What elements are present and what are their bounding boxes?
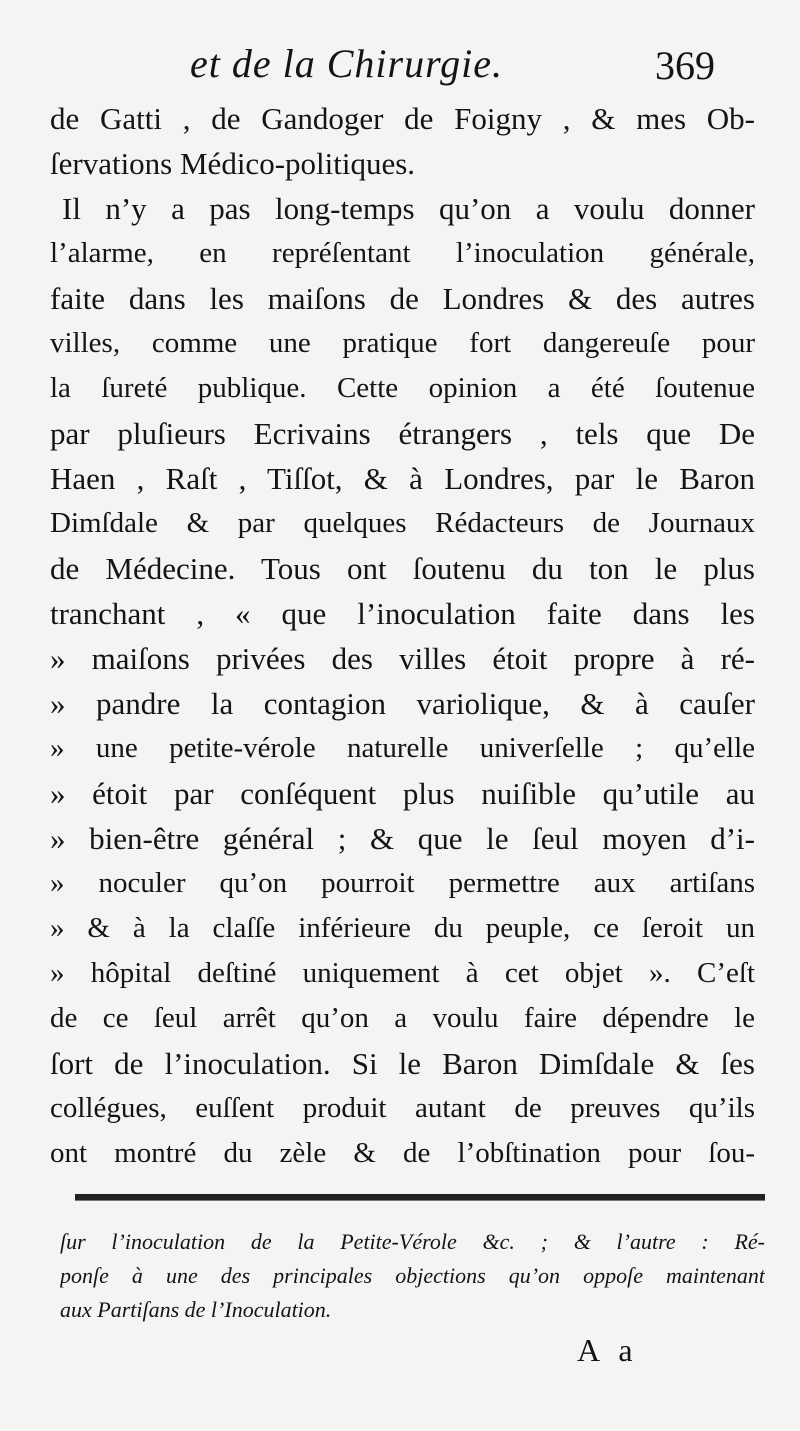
text-line: ont montré du zèle & de l’obſtination pour ſou- xyxy=(50,1137,755,1169)
text-line: de Médecine. Tous ont ſoutenu du ton le plus xyxy=(50,551,755,586)
page-number: 369 xyxy=(655,43,715,88)
text-line: » bien-être général ; & que le ſeul moyen d’i- xyxy=(50,821,755,856)
text-line: faite dans les maiſons de Londres & des autres xyxy=(50,281,755,316)
text-line: la ſureté publique. Cette opinion a été ſoutenue xyxy=(50,372,755,404)
text-line: » étoit par conſéquent plus nuiſible qu’utile au xyxy=(50,776,755,811)
text-line: tranchant , « que l’inoculation faite dans les xyxy=(50,596,755,631)
text-line: » & à la claſſe inférieure du peuple, ce ſeroit un xyxy=(50,912,755,944)
text-line: » pandre la contagion variolique, & à cauſer xyxy=(50,686,755,721)
footnote-line: ſur l’inoculation de la Petite-Vérole &c. ; & l’autre : Ré- xyxy=(60,1229,765,1254)
text-line: de ce ſeul arrêt qu’on a voulu faire dépendre le xyxy=(50,1002,755,1034)
footnote-line: aux Partiſans de l’Inoculation. xyxy=(60,1297,332,1322)
text-line: l’alarme, en repréſentant l’inoculation générale, xyxy=(50,237,755,269)
text-line: ſervations Médico-politiques. xyxy=(50,146,416,181)
text-line: par pluſieurs Ecrivains étrangers , tels que De xyxy=(50,416,755,451)
body-text xyxy=(50,96,755,1176)
text-line: villes, comme une pratique fort dangereuſe pour xyxy=(50,327,755,359)
text-line: collégues, euſſent produit autant de preuves qu’ils xyxy=(50,1092,755,1124)
text-line: Il n’y a pas long-temps qu’on a voulu donner xyxy=(62,191,755,226)
text-line: Dimſdale & par quelques Rédacteurs de Journaux xyxy=(50,507,755,539)
text-line: Haen , Raſt , Tiſſot, & à Londres, par le Baron xyxy=(50,461,755,496)
footnote-line: ponſe à une des principales objections qu’on oppoſe maintenant xyxy=(60,1263,765,1288)
text-line: de Gatti , de Gandoger de Foigny , & mes Ob- xyxy=(50,101,755,136)
running-head: et de la Chirurgie. xyxy=(190,41,504,86)
text-line: ſort de l’inoculation. Si le Baron Dimſdale & ſes xyxy=(50,1046,755,1081)
text-line: » maiſons privées des villes étoit propre à ré- xyxy=(50,641,755,676)
footnote xyxy=(60,1225,765,1327)
text-line: » hôpital deſtiné uniquement à cet objet ». C’eſt xyxy=(50,957,755,989)
footnote-rule xyxy=(75,1194,765,1201)
signature-mark: A a xyxy=(577,1332,639,1368)
text-line: » noculer qu’on pourroit permettre aux artiſans xyxy=(50,867,755,899)
text-line: » une petite-vérole naturelle univerſelle ; qu’elle xyxy=(50,732,755,764)
